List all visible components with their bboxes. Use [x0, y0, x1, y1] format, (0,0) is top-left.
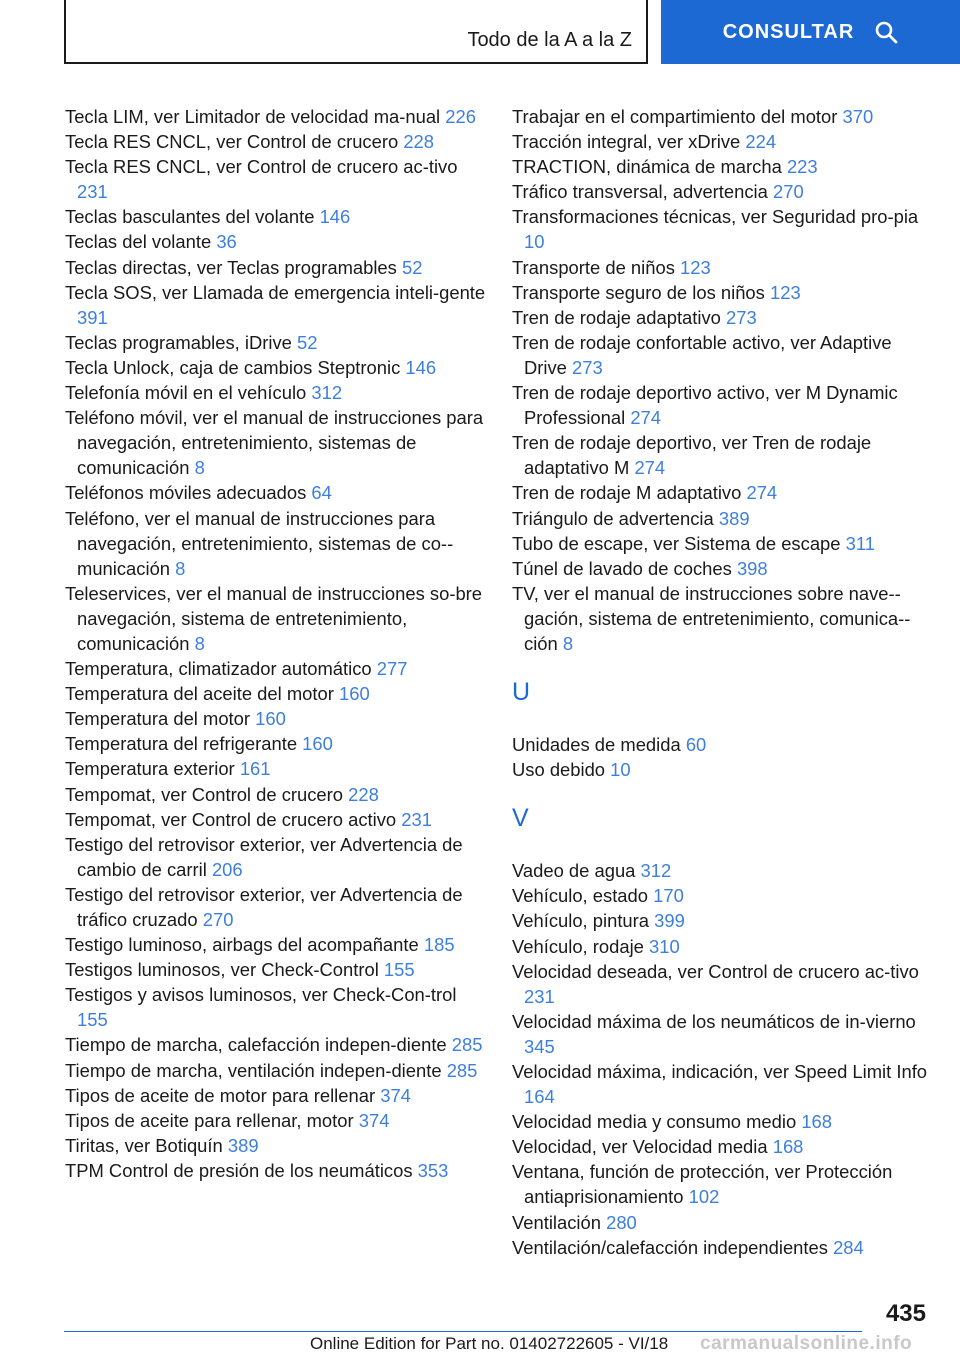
index-entry: [65, 229, 487, 254]
index-entry-text: Uso debido: [512, 759, 606, 781]
search-icon: [874, 20, 898, 44]
index-entry: [512, 757, 930, 782]
index-entry-text: Tecla RES CNCL, ver Control de crucero: [65, 131, 399, 153]
index-entry-text: Velocidad máxima, indicación, ver Speed Limit Info: [512, 1061, 928, 1082]
page-link[interactable]: 270: [773, 181, 804, 203]
page-link[interactable]: 168: [801, 1111, 833, 1133]
index-entry-text: Ventilación: [512, 1211, 601, 1233]
index-entry: [512, 1210, 930, 1235]
page-link[interactable]: 280: [606, 1211, 637, 1233]
page-link[interactable]: 274: [630, 407, 662, 429]
index-entry: [65, 957, 487, 982]
index-entry: [512, 581, 930, 656]
index-entry-text: Teclas directas, ver Teclas programables: [65, 256, 397, 278]
index-entry: [512, 1159, 930, 1209]
index-entry-text: Vehículo, estado: [512, 885, 648, 907]
index-entry-text: Tren de rodaje deportivo activo, ver M Dynamic Professional: [512, 382, 898, 429]
page-link[interactable]: 274: [746, 482, 778, 504]
page-link[interactable]: 146: [405, 356, 437, 378]
index-entry: [65, 756, 487, 781]
page-link[interactable]: 64: [311, 482, 332, 504]
index-entry: [65, 581, 487, 656]
index-entry: [512, 908, 930, 933]
page-link[interactable]: 206: [211, 858, 243, 880]
page-link[interactable]: 155: [383, 959, 415, 981]
index-entry: [65, 807, 487, 832]
index-entry: [65, 506, 487, 581]
index-entry: [65, 1158, 487, 1183]
index-entry-text: Tipos de aceite de motor para rellenar: [65, 1084, 376, 1106]
page-link[interactable]: 168: [772, 1136, 804, 1158]
index-entry: [65, 405, 487, 480]
index-entry-text: Tempomat, ver Control de crucero activo: [65, 808, 397, 830]
index-entry-text: Tren de rodaje adaptativo: [512, 306, 721, 328]
index-entry: [512, 154, 930, 179]
index-entry: [512, 506, 930, 531]
index-entry: [65, 1058, 487, 1083]
page-link[interactable]: 228: [403, 131, 435, 153]
header-title: Todo de la A a la Z: [467, 29, 632, 51]
page-link[interactable]: 146: [319, 206, 351, 228]
index-entry-text: Tecla RES CNCL, ver Control de crucero ac-tivo: [65, 156, 458, 178]
page-link[interactable]: 231: [524, 985, 555, 1007]
index-entry-text: Testigo del retrovisor exterior, ver Advertencia de tráfico cruzado: [65, 883, 463, 930]
index-entry: [512, 556, 930, 581]
index-entry-text: TV, ver el manual de instrucciones sobre nave-gación, sistema de entretenimiento, comunica-ción: [512, 582, 911, 654]
index-entry-text: Tiempo de marcha, calefacción indepen-diente: [65, 1034, 447, 1056]
index-entry-text: Telefonía móvil en el vehículo: [65, 382, 307, 404]
index-entry-text: Temperatura exterior: [65, 758, 235, 780]
page-link[interactable]: 399: [654, 910, 685, 932]
page-link[interactable]: 312: [640, 860, 672, 882]
index-entry: [512, 883, 930, 908]
index-entry-text: Unidades de medida: [512, 734, 681, 756]
page-link[interactable]: 224: [745, 131, 777, 153]
index-entry: [65, 656, 487, 681]
index-entry-text: Tecla LIM, ver Limitador de velocidad ma-nual: [65, 106, 441, 127]
index-entry: [65, 706, 487, 731]
index-entry-text: Teclas basculantes del volante: [65, 206, 315, 228]
index-entry: [65, 204, 487, 229]
page-link[interactable]: 52: [401, 256, 423, 278]
page-link[interactable]: 284: [833, 1236, 864, 1258]
index-entry-text: Transformaciones técnicas, ver Seguridad pro-pia: [512, 206, 919, 228]
index-entry-text: Temperatura del motor: [65, 708, 251, 730]
index-entry: [512, 531, 930, 556]
page-link[interactable]: 285: [451, 1034, 483, 1056]
index-entry-text: Teclas del volante: [65, 231, 212, 253]
index-entry: [512, 430, 930, 480]
page-link[interactable]: 277: [376, 658, 408, 680]
page-link[interactable]: 8: [194, 457, 205, 479]
index-entry: [512, 858, 930, 883]
index-entry: [65, 255, 487, 280]
index-entry: [512, 305, 930, 330]
index-entry-text: Tiempo de marcha, ventilación indepen-diente: [65, 1059, 442, 1081]
page-link[interactable]: 285: [446, 1059, 478, 1081]
watermark-text: carmanualsonline.info: [700, 1333, 913, 1354]
index-entry-text: Vehículo, pintura: [512, 910, 650, 932]
header-tab: [64, 0, 648, 64]
index-entry-text: Transporte de niños: [512, 256, 675, 278]
page-link[interactable]: 353: [417, 1159, 449, 1181]
page-link[interactable]: 370: [842, 106, 874, 127]
page-link[interactable]: 10: [610, 759, 631, 781]
page-link[interactable]: 8: [194, 632, 205, 654]
index-entry-text: Velocidad deseada, ver Control de crucero ac-tivo: [512, 960, 919, 982]
index-entry: [512, 959, 930, 1009]
index-entry-text: Teléfono móvil, ver el manual de instrucciones para navegación, entretenimiento, sistemas de comunicación: [65, 407, 484, 479]
index-entry: [512, 1134, 930, 1159]
index-entry-text: Tubo de escape, ver Sistema de escape: [512, 532, 841, 554]
page-link[interactable]: 160: [338, 683, 370, 705]
page-link[interactable]: 60: [685, 734, 707, 756]
page-link[interactable]: 374: [358, 1109, 390, 1131]
index-entry: [65, 932, 487, 957]
index-entry-text: Tren de rodaje deportivo, ver Tren de rodaje adaptativo M: [512, 432, 872, 479]
index-entry: [65, 1108, 487, 1133]
page-link[interactable]: 8: [562, 632, 574, 654]
page-link[interactable]: 345: [524, 1035, 555, 1057]
page-link[interactable]: 161: [239, 758, 271, 780]
page-number: 435: [885, 1300, 926, 1327]
index-entry-text: Tipos de aceite para rellenar, motor: [65, 1109, 354, 1131]
index-entry-text: Temperatura, climatizador automático: [65, 658, 372, 680]
page-link[interactable]: 231: [77, 181, 108, 203]
index-entry-text: Tecla Unlock, caja de cambios Steptronic: [65, 356, 401, 378]
index-entry: [512, 104, 930, 129]
index-entry-text: Velocidad media y consumo medio: [512, 1111, 797, 1133]
index-entry: [65, 982, 487, 1032]
page-link[interactable]: 311: [845, 532, 875, 554]
index-entry: [512, 480, 930, 505]
page-link[interactable]: 274: [634, 457, 666, 479]
index-entry-text: Tren de rodaje M adaptativo: [512, 482, 742, 504]
index-entry-text: Teléfonos móviles adecuados: [65, 482, 307, 504]
index-entry: [65, 681, 487, 706]
index-column-right: [512, 104, 930, 1260]
index-entry: [512, 1009, 930, 1059]
page-link[interactable]: 226: [445, 106, 476, 127]
index-entry: [65, 782, 487, 807]
footer-divider: [64, 1331, 862, 1332]
section-letter-v: V: [512, 804, 529, 833]
edition-text: Online Edition for Part no. 01402722605 - VI/18: [310, 1334, 669, 1353]
consult-label: CONSULTAR: [722, 20, 855, 43]
page-link[interactable]: 123: [769, 281, 801, 303]
page-link[interactable]: 391: [77, 306, 108, 328]
page-link[interactable]: 52: [297, 331, 318, 353]
index-entry: [65, 731, 487, 756]
index-entry-text: Testigo del retrovisor exterior, ver Advertencia de cambio de carril: [65, 833, 463, 880]
index-entry-text: TPM Control de presión de los neumáticos: [65, 1159, 413, 1181]
index-entry: [512, 1235, 930, 1260]
index-entry: [65, 104, 487, 129]
page-link[interactable]: 160: [255, 708, 286, 730]
page-link[interactable]: 8: [175, 557, 186, 579]
page-link[interactable]: 231: [401, 808, 432, 830]
consult-button[interactable]: [661, 0, 960, 64]
index-entry-text: Ventana, función de protección, ver Protección antiaprisionamiento: [512, 1161, 893, 1208]
index-entry: [65, 1032, 487, 1057]
page-link[interactable]: 312: [311, 382, 343, 404]
index-entry-text: Tempomat, ver Control de crucero: [65, 783, 344, 805]
index-entry-text: Testigos y avisos luminosos, ver Check-Con-trol: [65, 984, 457, 1006]
index-entry-text: Teleservices, ver el manual de instrucciones so-bre navegación, sistema de entretenimiento, comunicación: [65, 582, 483, 654]
page-link[interactable]: 270: [202, 909, 234, 930]
index-entry: [512, 732, 930, 757]
page-link[interactable]: 223: [786, 156, 818, 178]
page-link[interactable]: 185: [423, 934, 455, 956]
index-entry-text: Velocidad máxima de los neumáticos de in-vierno: [512, 1010, 916, 1032]
index-entry: [512, 1109, 930, 1134]
index-entry: [65, 280, 487, 330]
index-entry: [65, 330, 487, 355]
index-entry: [512, 129, 930, 154]
index-entry: [65, 129, 487, 154]
index-entry: [65, 882, 487, 932]
page-link[interactable]: 164: [524, 1086, 555, 1108]
index-entry-text: Trabajar en el compartimiento del motor: [512, 106, 838, 127]
index-entry: [512, 204, 930, 254]
index-entry: [512, 330, 930, 380]
page-link[interactable]: 155: [77, 1009, 108, 1031]
index-entry-text: Velocidad, ver Velocidad media: [512, 1136, 768, 1158]
index-entry-text: Triángulo de advertencia: [512, 507, 714, 529]
index-entry-text: TRACTION, dinámica de marcha: [512, 156, 782, 178]
page-link[interactable]: 398: [736, 557, 768, 579]
index-entry-text: Tren de rodaje confortable activo, ver Adaptive Drive: [512, 331, 892, 378]
page-link[interactable]: 36: [216, 231, 237, 253]
index-entry: [512, 280, 930, 305]
section-letter-u: U: [512, 678, 531, 707]
page-link[interactable]: 374: [380, 1084, 411, 1106]
page-link[interactable]: 160: [302, 733, 333, 755]
index-entry: [65, 1133, 487, 1158]
index-entry-text: Temperatura del aceite del motor: [65, 683, 334, 705]
index-entry-text: Vehículo, rodaje: [512, 935, 644, 957]
index-entry: [512, 380, 930, 430]
index-entry-text: Tráfico transversal, advertencia: [512, 181, 768, 203]
index-entry-text: Tiritas, ver Botiquín: [65, 1134, 223, 1156]
index-entry: [65, 154, 487, 204]
index-entry-text: Testigo luminoso, airbags del acompañante: [65, 934, 419, 956]
index-entry-text: Transporte seguro de los niños: [512, 281, 765, 303]
page-link[interactable]: 10: [524, 231, 545, 253]
index-column-left: [65, 104, 487, 1183]
index-entry: [512, 255, 930, 280]
page-link[interactable]: 102: [688, 1186, 720, 1208]
index-entry: [512, 1059, 930, 1109]
page-link[interactable]: 273: [726, 306, 757, 328]
index-entry-text: Testigos luminosos, ver Check-Control: [65, 959, 379, 981]
index-entry: [65, 480, 487, 505]
index-entry-text: Teléfono, ver el manual de instrucciones para navegación, entretenimiento, sistemas de co-municación: [65, 507, 454, 579]
index-entry: [65, 832, 487, 882]
index-entry-text: Ventilación/calefacción independientes: [512, 1236, 828, 1258]
index-entry: [65, 380, 487, 405]
index-entry-text: Temperatura del refrigerante: [65, 733, 298, 755]
index-entry-text: Vadeo de agua: [512, 860, 636, 882]
page-link[interactable]: 389: [718, 507, 750, 529]
page-link[interactable]: 273: [572, 356, 603, 378]
index-entry-text: Tecla SOS, ver Llamada de emergencia inteli-gente: [65, 281, 486, 303]
index-entry: [65, 355, 487, 380]
index-entry: [65, 1083, 487, 1108]
index-entry-text: Teclas programables, iDrive: [65, 331, 292, 353]
page-link[interactable]: 123: [680, 256, 711, 278]
index-entry: [512, 934, 930, 959]
page-link[interactable]: 310: [649, 935, 680, 957]
page-link[interactable]: 389: [227, 1134, 259, 1156]
page-link[interactable]: 170: [653, 885, 684, 907]
page-link[interactable]: 228: [348, 783, 379, 805]
index-entry-text: Túnel de lavado de coches: [512, 557, 732, 579]
index-entry: [512, 179, 930, 204]
index-entry-text: Tracción integral, ver xDrive: [512, 131, 741, 153]
